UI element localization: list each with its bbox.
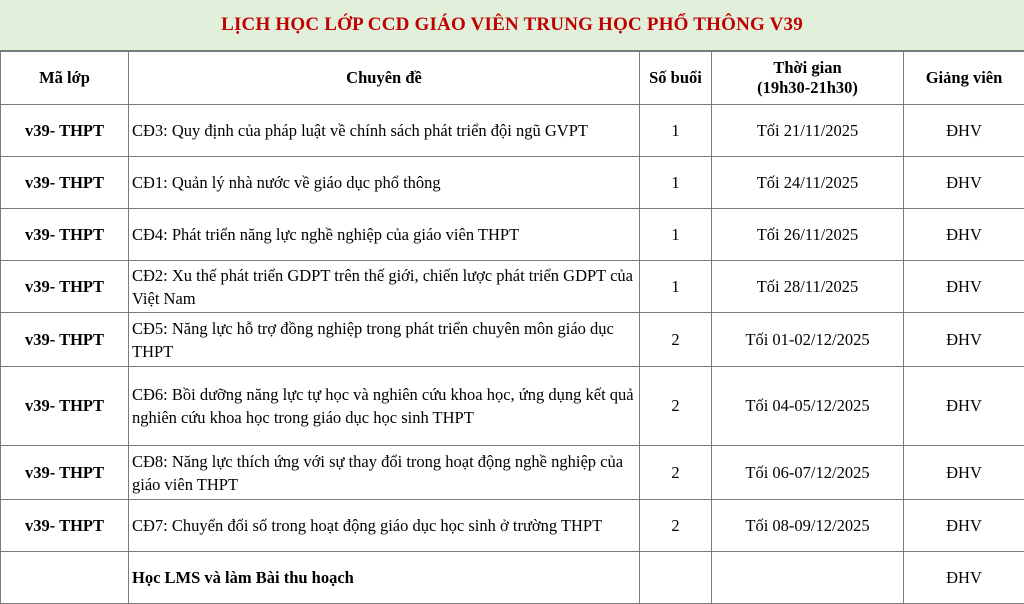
table-row (1, 105, 1024, 157)
cell-code: v39- THPT (1, 261, 129, 313)
table-row (1, 500, 1024, 552)
schedule-table (0, 51, 1024, 604)
page-title: LỊCH HỌC LỚP CCD GIÁO VIÊN TRUNG HỌC PHỔ THÔNG V39 (221, 14, 803, 36)
cell-code: v39- THPT (1, 446, 129, 500)
table-row (1, 367, 1024, 446)
cell-teacher: ĐHV (904, 209, 1024, 261)
header-time-line1: Thời gian (716, 58, 899, 78)
cell-teacher: ĐHV (904, 105, 1024, 157)
header-time (712, 52, 904, 105)
cell-topic: CĐ7: Chuyển đổi số trong hoạt động giáo dục học sinh ở trường THPT (129, 500, 640, 552)
table-row (1, 157, 1024, 209)
cell-code (1, 552, 129, 604)
header-teacher: Giảng viên (904, 52, 1024, 105)
table-row (1, 446, 1024, 500)
cell-teacher: ĐHV (904, 446, 1024, 500)
cell-sessions: 2 (640, 446, 712, 500)
cell-sessions (640, 552, 712, 604)
cell-sessions: 2 (640, 313, 712, 367)
table-row (1, 209, 1024, 261)
cell-sessions: 1 (640, 261, 712, 313)
cell-sessions: 1 (640, 105, 712, 157)
cell-teacher: ĐHV (904, 261, 1024, 313)
cell-topic: CĐ4: Phát triển năng lực nghề nghiệp của giáo viên THPT (129, 209, 640, 261)
cell-topic: CĐ6: Bồi dưỡng năng lực tự học và nghiên cứu khoa học, ứng dụng kết quả nghiên cứu khoa học trong giáo dục học sinh THPT (129, 367, 640, 446)
cell-time: Tối 21/11/2025 (712, 105, 904, 157)
header-time-line2: (19h30-21h30) (716, 78, 899, 98)
table-row (1, 552, 1024, 604)
header-row (1, 52, 1024, 105)
table-row (1, 261, 1024, 313)
cell-topic: CĐ8: Năng lực thích ứng với sự thay đổi trong hoạt động nghề nghiệp của giáo viên THPT (129, 446, 640, 500)
cell-code: v39- THPT (1, 157, 129, 209)
cell-time: Tối 04-05/12/2025 (712, 367, 904, 446)
cell-topic: CĐ1: Quản lý nhà nước về giáo dục phổ thông (129, 157, 640, 209)
cell-teacher: ĐHV (904, 500, 1024, 552)
cell-sessions: 1 (640, 157, 712, 209)
cell-topic: CĐ2: Xu thế phát triển GDPT trên thế giới, chiến lược phát triển GDPT của Việt Nam (129, 261, 640, 313)
header-sessions: Số buổi (640, 52, 712, 105)
header-topic: Chuyên đề (129, 52, 640, 105)
cell-time: Tối 26/11/2025 (712, 209, 904, 261)
cell-teacher: ĐHV (904, 367, 1024, 446)
cell-sessions: 1 (640, 209, 712, 261)
cell-time: Tối 24/11/2025 (712, 157, 904, 209)
cell-time (712, 552, 904, 604)
cell-sessions: 2 (640, 367, 712, 446)
cell-time: Tối 28/11/2025 (712, 261, 904, 313)
cell-sessions: 2 (640, 500, 712, 552)
cell-code: v39- THPT (1, 209, 129, 261)
cell-teacher: ĐHV (904, 313, 1024, 367)
cell-time: Tối 08-09/12/2025 (712, 500, 904, 552)
cell-code: v39- THPT (1, 367, 129, 446)
header-code: Mã lớp (1, 52, 129, 105)
title-bar (0, 0, 1024, 51)
cell-topic: Học LMS và làm Bài thu hoạch (129, 552, 640, 604)
cell-topic: CĐ3: Quy định của pháp luật về chính sách phát triển đội ngũ GVPT (129, 105, 640, 157)
cell-code: v39- THPT (1, 313, 129, 367)
cell-time: Tối 01-02/12/2025 (712, 313, 904, 367)
cell-topic: CĐ5: Năng lực hỗ trợ đồng nghiệp trong phát triển chuyên môn giáo dục THPT (129, 313, 640, 367)
table-row (1, 313, 1024, 367)
cell-teacher: ĐHV (904, 157, 1024, 209)
cell-code: v39- THPT (1, 105, 129, 157)
cell-teacher: ĐHV (904, 552, 1024, 604)
cell-time: Tối 06-07/12/2025 (712, 446, 904, 500)
cell-code: v39- THPT (1, 500, 129, 552)
